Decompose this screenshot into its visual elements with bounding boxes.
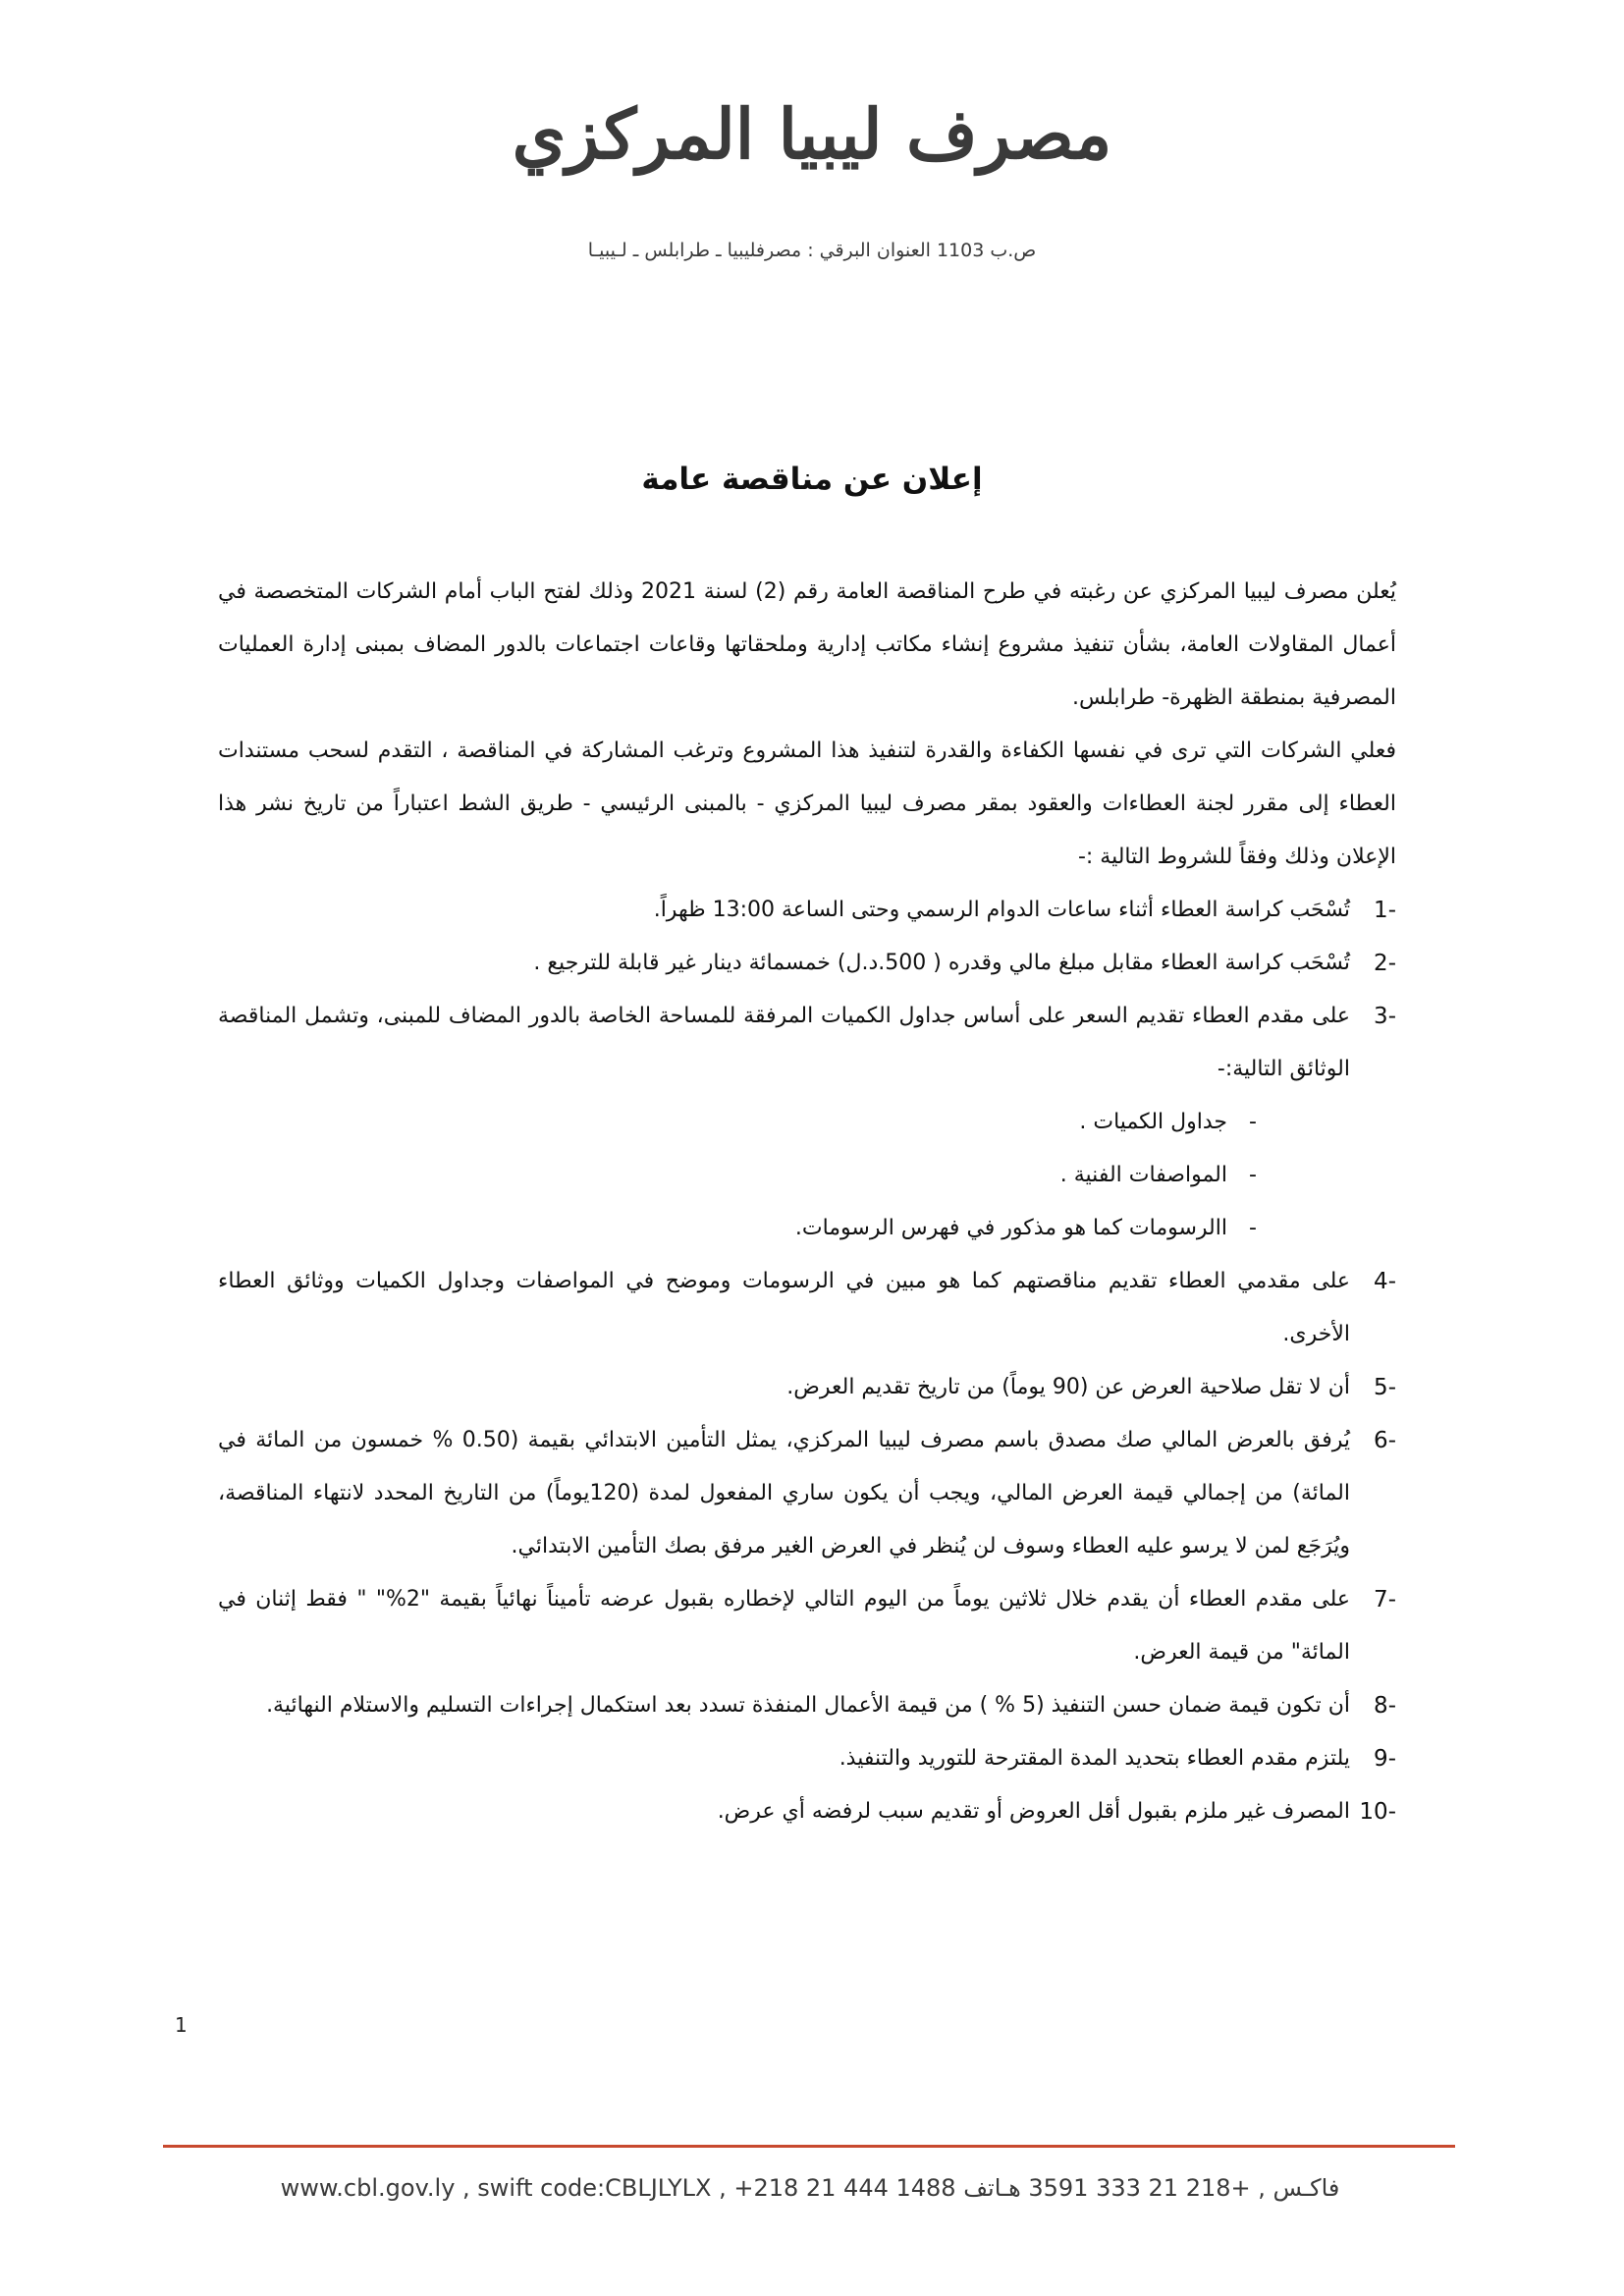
condition-text: على مقدم العطاء أن يقدم خلال ثلاثين يوماً من اليوم التالي لإخطاره بقبول عرضه تأميناً نهائياً بقيمة "2%" " فقط إثنان في المائة" من قيمة العرض. <box>218 1587 1350 1665</box>
condition-item <box>218 1679 1396 1732</box>
condition-number: -3 <box>1374 1004 1396 1029</box>
condition-item <box>218 1732 1396 1785</box>
bank-logo: مصرف ليبيا المركزي <box>512 93 1112 175</box>
condition-number: -10 <box>1359 1799 1396 1825</box>
condition-text: أن تكون قيمة ضمان حسن التنفيذ (5 % ) من قيمة الأعمال المنفذة تسدد بعد استكمال إجراءات التسليم والاستلام النهائية. <box>266 1693 1350 1718</box>
condition-text: يُرفق بالعرض المالي صك مصدق باسم مصرف ليبيا المركزي، يمثل التأمين الابتدائي بقيمة (0.50 % خمسون من المائة في المائة) من إجمالي قيمة العرض المالي، ويجب أن يكون ساري المفعول لمدة (120يوماً) من التاريخ المحدد لانتهاء المناقصة، ويُرَجَع لمن لا يرسو عليه العطاء وسوف لن يُنظر في العرض الغير مرفق بصك التأمين الابتدائي. <box>218 1428 1350 1558</box>
documents-list <box>218 1096 1350 1255</box>
condition-item <box>218 1785 1396 1838</box>
condition-number: -5 <box>1374 1375 1396 1400</box>
intro-paragraph-2: فعلي الشركات التي ترى في نفسها الكفاءة والقدرة لتنفيذ هذا المشروع وترغب المشاركة في المناقصة ، التقدم لسحب مستندات العطاء إلى مقرر لجنة العطاءات والعقود بمقر مصرف ليبيا المركزي - بالمبنى الرئيسي - طريق الشط اعتباراً من تاريخ نشر هذا الإعلان وذلك وفقاً للشروط التالية :- <box>218 738 1396 869</box>
page-number: 1 <box>175 2013 188 2037</box>
condition-number: -6 <box>1374 1428 1396 1453</box>
document-text: المواصفات الفنية . <box>1059 1163 1227 1187</box>
dash-bullet: - <box>1249 1163 1257 1187</box>
condition-text: تُسْحَب كراسة العطاء أثناء ساعات الدوام الرسمي وحتى الساعة 13:00 ظهراً. <box>653 898 1350 922</box>
dash-bullet: - <box>1249 1216 1257 1240</box>
footer-contact: www.cbl.gov.ly , swift code:CBLJLYLX , +218 21 444 1488 فاكـس , +218 21 333 3591 هـاتف <box>280 2174 1340 2202</box>
condition-number: -7 <box>1374 1587 1396 1613</box>
announcement-body <box>218 566 1396 1838</box>
conditions-list <box>218 884 1396 1838</box>
document-text: االرسومات كما هو مذكور في فهرس الرسومات. <box>794 1216 1227 1240</box>
condition-number: -4 <box>1374 1269 1396 1294</box>
condition-text: تُسْحَب كراسة العطاء مقابل مبلغ مالي وقدره ( 500.د.ل) خمسمائة دينار غير قابلة للترجيع . <box>533 951 1350 975</box>
condition-item <box>218 1361 1396 1414</box>
condition-text: يلتزم مقدم العطاء بتحديد المدة المقترحة للتوريد والتنفيذ. <box>839 1746 1350 1771</box>
condition-text: المصرف غير ملزم بقبول أقل العروض أو تقديم سبب لرفضه أي عرض. <box>717 1799 1350 1824</box>
condition-item <box>218 1255 1396 1361</box>
condition-number: -8 <box>1374 1693 1396 1719</box>
document-text: جداول الكميات . <box>1079 1110 1227 1134</box>
condition-number: -1 <box>1374 898 1396 923</box>
intro-paragraph-1: يُعلن مصرف ليبيا المركزي عن رغبته في طرح المناقصة العامة رقم (2) لسنة 2021 وذلك لفتح الباب أمام الشركات المتخصصة في أعمال المقاولات العامة، بشأن تنفيذ مشروع إنشاء مكاتب إدارية وملحقاتها وقاعات اجتماعات بالدور المضاف بمبنى إدارة العمليات المصرفية بمنطقة الظهرة- طرابلس. <box>218 579 1396 710</box>
dash-bullet: - <box>1249 1110 1257 1134</box>
document-item <box>218 1149 1350 1202</box>
document-item <box>218 1096 1350 1149</box>
footer-divider <box>163 2145 1455 2148</box>
condition-text: على مقدمي العطاء تقديم مناقصتهم كما هو مبين في الرسومات وموضح في المواصفات وجداول الكميات ووثائق العطاء الأخرى. <box>218 1269 1350 1346</box>
page-title: إعلان عن مناقصة عامة <box>641 462 983 497</box>
condition-item <box>218 1573 1396 1679</box>
bank-address: ص.ب 1103 العنوان البرقي : مصرفليبيا ـ طرابلس ـ لـيبيـا <box>587 240 1037 261</box>
condition-text: أن لا تقل صلاحية العرض عن (90 يوماً) من تاريخ تقديم العرض. <box>786 1375 1350 1399</box>
condition-item <box>218 937 1396 990</box>
condition-item <box>218 990 1396 1255</box>
condition-item <box>218 884 1396 937</box>
document-item <box>218 1202 1350 1255</box>
condition-item <box>218 1414 1396 1573</box>
condition-text: على مقدم العطاء تقديم السعر على أساس جداول الكميات المرفقة للمساحة الخاصة بالدور المضاف للمبنى، وتشمل المناقصة الوثائق التالية:- <box>218 1004 1350 1081</box>
condition-number: -9 <box>1374 1746 1396 1772</box>
condition-number: -2 <box>1374 951 1396 976</box>
